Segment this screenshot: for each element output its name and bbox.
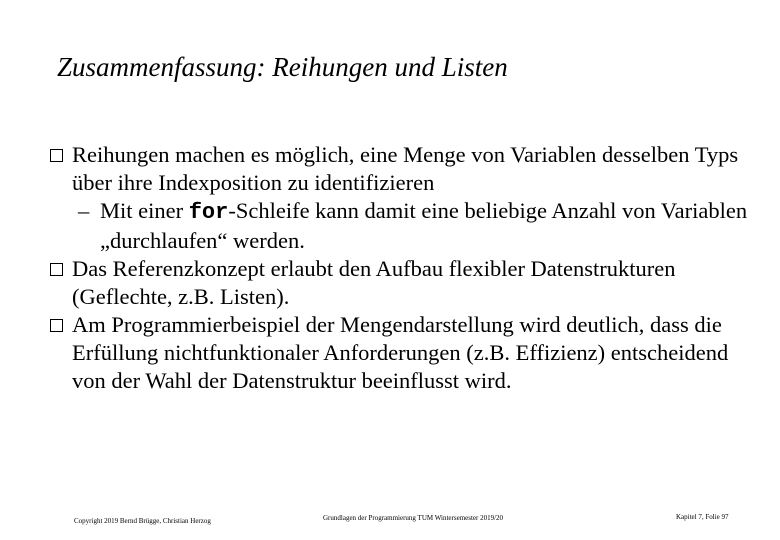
footer-slide-number: Kapitel 7, Folie 97 <box>676 513 729 521</box>
code-keyword: for <box>188 200 229 225</box>
bullet-text: Am Programmierbeispiel der Mengendarstellung wird deutlich, dass die Erfüllung nichtfunktionaler Anforderungen (z.B. Effizienz) entscheidend von der Wahl der Datenstruktur beeinflusst wird. <box>72 312 729 393</box>
sub-bullet-text-before: Mit einer <box>100 198 189 223</box>
bullet-item <box>50 311 760 395</box>
checkbox-square-icon <box>50 149 63 162</box>
dash-marker: – <box>78 198 90 223</box>
bullet-text: Reihungen machen es möglich, eine Menge von Variablen desselben Typs über ihre Indexposition zu identifizieren <box>72 142 739 195</box>
footer-copyright: Copyright 2019 Bernd Brügge, Christian Herzog <box>74 517 211 525</box>
bullet-item <box>50 141 760 197</box>
footer-course: Grundlagen der Programmierung TUM Wintersemester 2019/20 <box>323 514 504 522</box>
checkbox-square-icon <box>50 319 63 332</box>
checkbox-square-icon <box>50 263 63 276</box>
bullet-list <box>50 141 760 395</box>
bullet-item <box>50 255 760 311</box>
sub-bullet-item <box>50 197 760 255</box>
bullet-text: Das Referenzkonzept erlaubt den Aufbau flexibler Datenstrukturen (Geflechte, z.B. Listen). <box>72 256 676 309</box>
slide-title: Zusammenfassung: Reihungen und Listen <box>57 52 508 82</box>
sub-bullet-text-after: -Schleife kann damit eine beliebige Anzahl von Variablen „durchlaufen“ werden. <box>100 198 748 253</box>
